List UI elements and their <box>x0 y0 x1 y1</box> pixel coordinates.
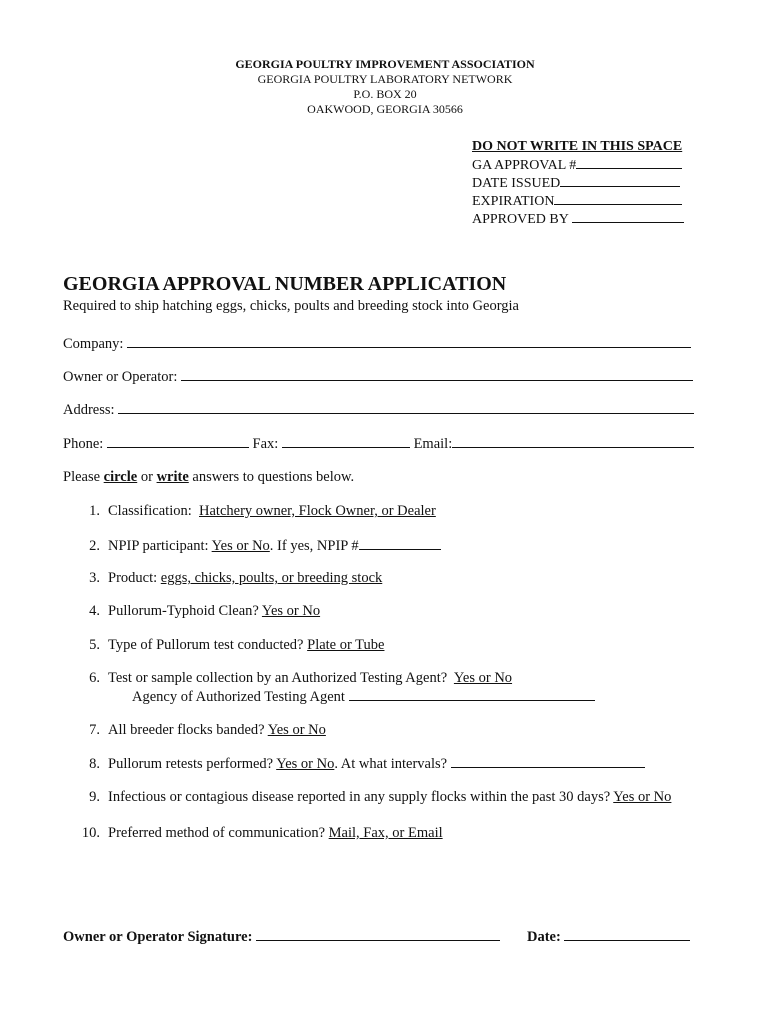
company-label: Company: <box>63 336 124 352</box>
approved-by-label: APPROVED BY <box>472 212 569 227</box>
po-box: P.O. BOX 20 <box>353 87 417 101</box>
answer-10[interactable]: Mail, Fax, or Email <box>328 825 443 841</box>
ga-approval-field[interactable] <box>472 156 682 175</box>
date-issued-field[interactable] <box>472 174 680 193</box>
owner-field[interactable] <box>63 368 693 386</box>
network-name: GEORGIA POULTRY LABORATORY NETWORK <box>257 72 513 86</box>
date-field[interactable] <box>527 928 690 946</box>
fax-input[interactable] <box>282 435 410 448</box>
fax-label: Fax: <box>252 436 279 452</box>
question-10: 10. Preferred method of communication? Mail, Fax, or Email <box>81 825 443 841</box>
question-9: 9. Infectious or contagious disease reported in any supply flocks within the past 30 days? Yes or No <box>89 789 672 805</box>
approved-by-field[interactable] <box>472 210 684 229</box>
expiration-field[interactable] <box>472 192 682 211</box>
question-6: 6. Test or sample collection by an Authorized Testing Agent? Yes or No <box>89 670 513 686</box>
testing-agent-field[interactable] <box>132 688 595 706</box>
retest-interval-input[interactable] <box>451 755 645 768</box>
answer-6[interactable]: Yes or No <box>453 670 513 686</box>
phone-fax-email-row <box>63 435 694 453</box>
question-5: 5. Type of Pullorum test conducted? Plate or Tube <box>89 637 385 653</box>
question-8: 8. Pullorum retests performed? Yes or No. At what intervals? <box>78 755 645 773</box>
form-title: GEORGIA APPROVAL NUMBER APPLICATION <box>63 273 507 295</box>
answer-3[interactable]: eggs, chicks, poults, or breeding stock <box>160 570 383 586</box>
answer-2[interactable]: Yes or No <box>211 538 270 554</box>
signature-field[interactable] <box>63 928 500 946</box>
address-label: Address: <box>63 402 115 418</box>
question-4: 4. Pullorum-Typhoid Clean? Yes or No <box>89 603 321 619</box>
city-address: OAKWOOD, GEORGIA 30566 <box>307 102 463 116</box>
date-issued-label: DATE ISSUED <box>472 176 561 191</box>
question-3: 3. Product: eggs, chicks, poults, or breeding stock <box>89 570 383 586</box>
ga-approval-label: GA APPROVAL # <box>472 158 577 173</box>
office-use-title: DO NOT WRITE IN THIS SPACE <box>472 139 683 154</box>
testing-agent-label: Agency of Authorized Testing Agent <box>132 689 345 705</box>
phone-input[interactable] <box>107 435 249 448</box>
answer-8[interactable]: Yes or No <box>276 756 335 772</box>
org-name: GEORGIA POULTRY IMPROVEMENT ASSOCIATION <box>235 57 535 71</box>
expiration-label: EXPIRATION <box>472 194 555 209</box>
company-field[interactable] <box>63 335 691 353</box>
signature-label: Owner or Operator Signature: <box>63 929 253 945</box>
npip-number-input[interactable] <box>359 537 441 550</box>
instruction-text: Please circle or write answers to questions below. <box>63 469 355 485</box>
email-input[interactable] <box>452 435 694 448</box>
answer-5[interactable]: Plate or Tube <box>307 637 385 653</box>
circle-word: circle <box>103 469 138 485</box>
answer-4[interactable]: Yes or No <box>261 603 321 619</box>
owner-label: Owner or Operator: <box>63 369 178 385</box>
question-1: 1. Classification: Hatchery owner, Flock Owner, or Dealer <box>89 503 436 519</box>
form-subtitle: Required to ship hatching eggs, chicks, poults and breeding stock into Georgia <box>63 298 519 314</box>
question-2: 2. NPIP participant: Yes or No. If yes, NPIP # <box>78 537 441 555</box>
answer-9[interactable]: Yes or No <box>613 789 672 805</box>
address-field[interactable] <box>63 401 694 419</box>
date-label: Date: <box>527 929 561 945</box>
question-7: 7. All breeder flocks banded? Yes or No <box>89 722 326 738</box>
answer-7[interactable]: Yes or No <box>267 722 326 738</box>
phone-label: Phone: <box>63 436 104 452</box>
answer-1[interactable]: Hatchery owner, Flock Owner, or Dealer <box>199 503 436 519</box>
email-label: Email: <box>413 436 453 452</box>
write-word: write <box>156 469 189 485</box>
